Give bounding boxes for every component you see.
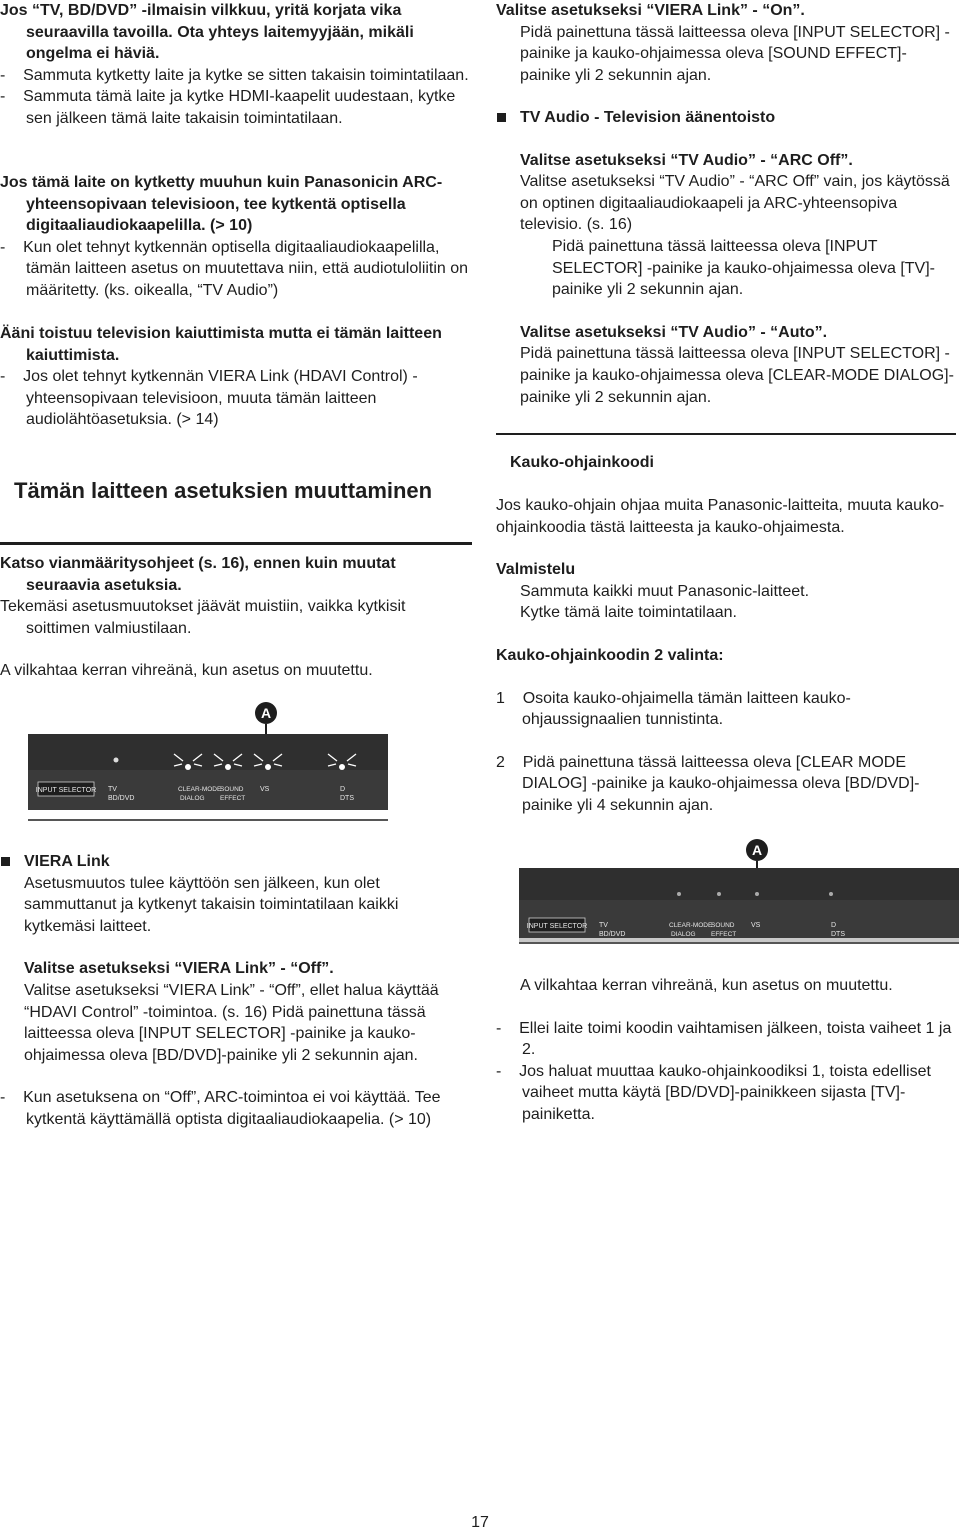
sound-block bbox=[0, 323, 472, 431]
arc-off-text: Valitse asetukseksi “TV Audio” - “ARC Off” vain, jos käytössä on optinen digitaaliaudiokaapeli ja ARC-yhteensopiva televisio. (s. 16) bbox=[520, 173, 950, 234]
svg-text:BD/DVD: BD/DVD bbox=[108, 795, 135, 802]
sound-heading: Ääni toistuu television kaiuttimista mutta ei tämän laitteen kaiuttimista. bbox=[0, 325, 442, 364]
dash-item: - Jos olet tehnyt kytkennän VIERA Link (HDAVI Control) -yhteensopivaan televisioon, muuta tämän laitteen audiolähtöasetuksia. (> 14) bbox=[0, 368, 418, 429]
front-panel-illustration-2 bbox=[519, 838, 960, 950]
sensor-dot bbox=[114, 758, 119, 763]
viera-block bbox=[0, 851, 472, 1131]
tv-bddvd-heading: Jos “TV, BD/DVD” -ilmaisin vilkkuu, yritä korjata vika seuraavilla tavoilla. Ota yhteys laitemyyjään, mikäli ongelma ei häviä. bbox=[0, 2, 414, 63]
auto-heading: Valitse asetukseksi “TV Audio” - “Auto”. bbox=[520, 323, 828, 341]
svg-text:EFFECT: EFFECT bbox=[711, 931, 737, 938]
remote-after-block bbox=[496, 975, 956, 1126]
viera-off-text: Valitse asetukseksi “VIERA Link” - “Off”, ellet halua käyttää “HDAVI Control” -toimintoa. (s. 16) Pidä painettuna tässä laitteessa oleva [INPUT SELECTOR] -painike ja kauko-ohjaimessa oleva [BD/DVD]-painike yli 2 sekunnin ajan. bbox=[24, 981, 439, 1064]
callout-a-label: A bbox=[260, 705, 272, 721]
svg-text:SOUND: SOUND bbox=[711, 922, 735, 929]
svg-text:D: D bbox=[831, 922, 837, 929]
callout-a-label: A bbox=[751, 842, 763, 858]
blink-note: A vilkahtaa kerran vihreänä, kun asetus on muutettu. bbox=[520, 977, 893, 994]
svg-text:INPUT SELECTOR: INPUT SELECTOR bbox=[526, 923, 588, 930]
svg-text:VS: VS bbox=[751, 922, 761, 929]
svg-text:TV: TV bbox=[108, 786, 117, 793]
arc-heading: Jos tämä laite on kytketty muuhun kuin Panasonicin ARC-yhteensopivaan televisioon, tee kytkentä optisella digitaaliaudiokaapelilla. (> 10) bbox=[0, 174, 443, 235]
arc-off-heading: Valitse asetukseksi “TV Audio” - “ARC Off”. bbox=[520, 151, 853, 169]
dash-item: - Ellei laite toimi koodin vaihtamisen jälkeen, toista vaiheet 1 ja 2. bbox=[496, 1019, 952, 1059]
remote-heading: Kauko-ohjainkoodi bbox=[510, 454, 654, 471]
svg-text:EFFECT: EFFECT bbox=[220, 795, 246, 802]
blink-note: A vilkahtaa kerran vihreänä, kun asetus on muutettu. bbox=[0, 662, 373, 680]
viera-off-heading: Valitse asetukseksi “VIERA Link” - “Off”. bbox=[24, 960, 334, 978]
prep-heading: Valmistelu bbox=[496, 561, 576, 579]
arc-block bbox=[0, 172, 472, 302]
dash-item: - Kun asetuksena on “Off”, ARC-toimintoa ei voi käyttää. Tee kytkentä käyttämällä optista digitaaliaudiokaapelia. (> 10) bbox=[0, 1089, 441, 1128]
viera-on-heading: Valitse asetukseksi “VIERA Link” - “On”. bbox=[496, 2, 805, 19]
dash-item: - Sammuta tämä laite ja kytke HDMI-kaapelit uudestaan, kytke sen jälkeen tämä laite takaisin toimintatilaan. bbox=[0, 88, 456, 127]
section-title: Tämän laitteen asetuksien muuttaminen bbox=[14, 478, 433, 503]
prep-line: Kytke tämä laite toimintatilaan. bbox=[520, 604, 737, 622]
intro-bold: Katso vianmääritysohjeet (s. 16), ennen kuin muutat seuraavia asetuksia. bbox=[0, 555, 396, 594]
viera-heading: VIERA Link bbox=[0, 851, 472, 873]
svg-text:BD/DVD: BD/DVD bbox=[599, 931, 626, 938]
svg-text:SOUND: SOUND bbox=[220, 786, 244, 793]
viera-on-block bbox=[496, 0, 956, 86]
auto-text: Pidä painettuna tässä laitteessa oleva [INPUT SELECTOR] -painike ja kauko-ohjaimessa oleva [CLEAR-MODE DIALOG]-painike yli 2 sekunnin ajan. bbox=[520, 345, 954, 406]
tv-audio-heading: TV Audio - Television äänentoisto bbox=[496, 107, 956, 129]
svg-text:CLEAR-MODE: CLEAR-MODE bbox=[178, 786, 222, 793]
svg-text:INPUT SELECTOR: INPUT SELECTOR bbox=[35, 787, 97, 794]
dash-item: - Jos haluat muuttaa kauko-ohjainkoodiksi 1, toista edelliset vaiheet mutta käytä [BD/DVD]-painikkeen sijasta [TV]-painiketta. bbox=[496, 1062, 931, 1123]
dash-item: - Sammuta kytketty laite ja kytke se sitten takaisin toimintatilaan. bbox=[0, 66, 469, 84]
remote-block bbox=[496, 495, 956, 817]
svg-text:DIALOG: DIALOG bbox=[671, 931, 696, 938]
svg-text:CLEAR-MODE: CLEAR-MODE bbox=[669, 922, 713, 929]
remote-rule bbox=[496, 433, 956, 435]
svg-text:VS: VS bbox=[260, 786, 270, 793]
svg-text:D: D bbox=[340, 786, 346, 793]
intro-text: Tekemäsi asetusmuutokset jäävät muistiin, vaikka kytkisit soittimen valmiustilaan. bbox=[0, 598, 406, 637]
troubleshoot-block bbox=[0, 0, 472, 130]
svg-text:DIALOG: DIALOG bbox=[180, 795, 205, 802]
viera-text: Asetusmuutos tulee käyttöön sen jälkeen, kun olet sammuttanut ja kytkenyt takaisin toimintatilaan kaikki kytkemäsi laitteet. bbox=[24, 874, 399, 935]
step-1: 1 Osoita kauko-ohjaimella tämän laitteen kauko-ohjaussignaalien tunnistinta. bbox=[496, 689, 851, 729]
panel-top bbox=[519, 868, 959, 900]
code2-heading: Kauko-ohjainkoodin 2 valinta: bbox=[496, 646, 724, 664]
tv-audio-block bbox=[496, 107, 956, 408]
page-number: 17 bbox=[471, 1514, 489, 1531]
arc-off-text2: Pidä painettuna tässä laitteessa oleva [INPUT SELECTOR] -painike ja kauko-ohjaimessa oleva [TV]-painike yli 2 sekunnin ajan. bbox=[552, 237, 935, 299]
remote-intro: Jos kauko-ohjain ohjaa muita Panasonic-laitteita, muuta kauko-ohjainkoodia tästä laitteesta ja kauko-ohjaimesta. bbox=[496, 497, 945, 536]
step-2: 2 Pidä painettuna tässä laitteessa oleva [CLEAR MODE DIALOG] -painike ja kauko-ohjaimessa oleva [BD/DVD]-painike yli 4 sekunnin ajan. bbox=[496, 753, 920, 814]
prep-line: Sammuta kaikki muut Panasonic-laitteet. bbox=[520, 582, 810, 600]
viera-on-text: Pidä painettuna tässä laitteessa oleva [INPUT SELECTOR] -painike ja kauko-ohjaimessa oleva [SOUND EFFECT]-painike yli 2 sekunnin ajan. bbox=[520, 23, 950, 84]
svg-text:DTS: DTS bbox=[831, 931, 845, 938]
section-rule bbox=[0, 542, 472, 545]
intro-block bbox=[0, 553, 472, 682]
svg-text:DTS: DTS bbox=[340, 795, 354, 802]
svg-text:TV: TV bbox=[599, 922, 608, 929]
dash-item: - Kun olet tehnyt kytkennän optisella digitaaliaudiokaapelilla, tämän laitteen asetus on muutettava niin, että audiotuloliitin on määritetty. (ks. oikealla, “TV Audio”) bbox=[0, 238, 469, 299]
front-panel-illustration bbox=[28, 700, 390, 825]
